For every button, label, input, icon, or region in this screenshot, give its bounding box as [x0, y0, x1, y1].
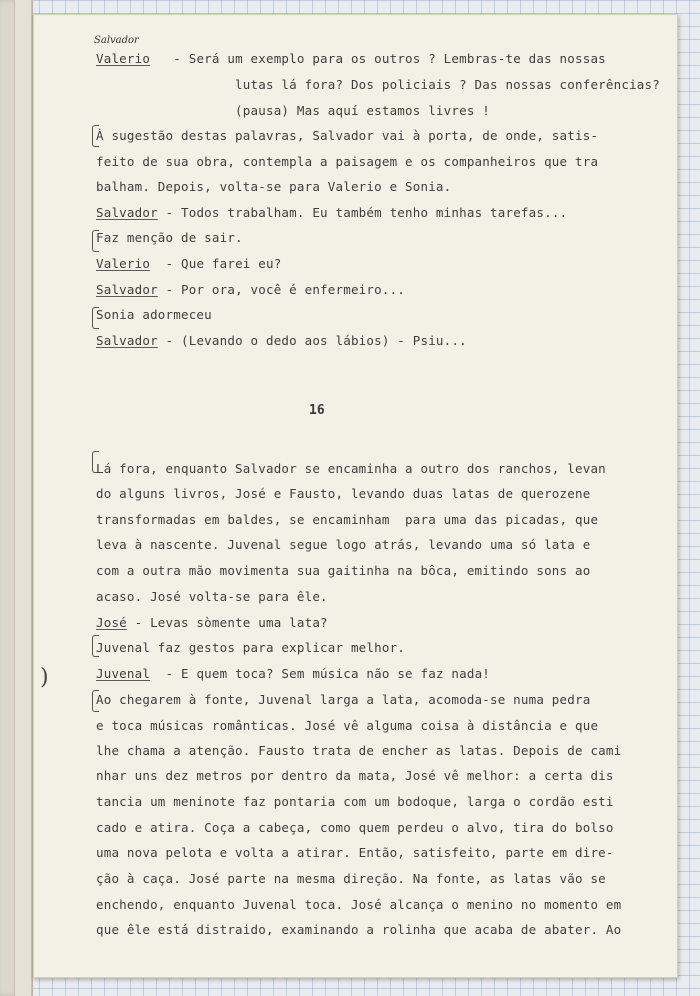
script-line	[96, 718, 598, 734]
script-line	[96, 768, 614, 784]
binder-strip	[0, 0, 33, 996]
line-text: - Será um exemplo para os outros ? Lembras-te das nossas	[150, 51, 606, 66]
script-line	[96, 461, 606, 477]
line-text: - (Levando o dedo aos lábios) - Psiu...	[157, 333, 467, 348]
line-text: uma nova pelota e volta a atirar. Então, satisfeito, parte em dire-	[96, 845, 614, 860]
line-text: - Por ora, você é enfermeiro...	[157, 282, 406, 297]
line-text: Ao chegarem à fonte, Juvenal larga a lata, acomoda-se numa pedra	[96, 692, 591, 707]
script-line	[96, 307, 212, 323]
line-text: lutas lá fora? Dos policiais ? Das nossas conferências?	[96, 77, 660, 92]
line-text: leva à nascente. Juvenal segue logo atrás, levando uma só lata e	[96, 537, 591, 552]
typewritten-page	[33, 14, 678, 978]
script-line	[96, 640, 405, 656]
script-line	[96, 692, 590, 708]
line-text: - Levas sòmente uma lata?	[126, 615, 328, 630]
script-line	[96, 563, 590, 579]
line-text: enchendo, enquanto Juvenal toca. José alcança o menino no momento em	[96, 897, 622, 912]
page-number: 16	[309, 403, 325, 418]
margin-paren-mark: )	[40, 665, 49, 690]
script-line	[96, 794, 614, 810]
script-line	[96, 282, 405, 298]
speaker-name: Valerio	[96, 51, 151, 66]
line-text: feito de sua obra, contempla a paisagem e os companheiros que tra	[96, 154, 599, 169]
script-line	[96, 103, 490, 119]
script-line	[96, 333, 467, 349]
script-line	[96, 615, 328, 631]
line-text: balham. Depois, volta-se para Valerio e Sonia.	[96, 179, 452, 194]
line-text: - E quem toca? Sem música não se faz nada!	[150, 666, 491, 681]
line-text: do alguns livros, José e Fausto, levando duas latas de querozene	[96, 486, 591, 501]
line-text: (pausa) Mas aquí estamos livres !	[96, 103, 491, 118]
line-text: - Todos trabalham. Eu também tenho minhas tarefas...	[157, 205, 568, 220]
script-line	[96, 820, 614, 836]
script-line	[96, 77, 660, 93]
speaker-name: Salvador	[96, 333, 158, 348]
line-text: e toca músicas românticas. José vê alguma coisa à distância e que	[96, 718, 599, 733]
binder-edge	[14, 0, 31, 996]
script-line	[96, 922, 621, 938]
line-text: ção à caça. José parte na mesma direção. Na fonte, as latas vão se	[96, 871, 606, 886]
line-text: Juvenal faz gestos para explicar melhor.	[96, 640, 406, 655]
speaker-name: Salvador	[96, 205, 158, 220]
script-line	[96, 128, 598, 144]
script-line	[96, 589, 328, 605]
script-line	[96, 537, 590, 553]
script-line	[96, 871, 606, 887]
script-line	[96, 486, 590, 502]
script-line	[96, 512, 598, 528]
speaker-name: Valerio	[96, 256, 151, 271]
script-line	[96, 743, 621, 759]
line-text: Lá fora, enquanto Salvador se encaminha a outro dos ranchos, levan	[96, 461, 606, 476]
line-text: cado e atira. Coça a cabeça, como quem perdeu o alvo, tira do bolso	[96, 820, 614, 835]
line-text: Sonia adormeceu	[96, 307, 212, 322]
script-line	[96, 179, 451, 195]
line-text: que êle está distraido, examinando a rolinha que acaba de abater. Ao	[96, 922, 622, 937]
line-text: nhar uns dez metros por dentro da mata, José vê melhor: a certa dis	[96, 768, 614, 783]
line-text: lhe chama a atenção. Fausto trata de encher as latas. Depois de cami	[96, 743, 622, 758]
script-line	[96, 51, 606, 67]
speaker-name: José	[96, 615, 127, 630]
script-line	[96, 256, 281, 272]
script-line	[96, 230, 243, 246]
handwritten-annotation: Salvador	[94, 35, 139, 46]
speaker-name: Salvador	[96, 282, 158, 297]
script-line	[96, 205, 567, 221]
script-line	[96, 897, 621, 913]
line-text: transformadas em baldes, se encaminham para uma das picadas, que	[96, 512, 599, 527]
line-text: - Que farei eu?	[150, 256, 282, 271]
script-line	[96, 154, 598, 170]
line-text: À sugestão destas palavras, Salvador vai à porta, de onde, satis-	[96, 128, 599, 143]
line-text: tancia um meninote faz pontaria com um bodoque, larga o cordão esti	[96, 794, 614, 809]
script-line	[96, 845, 614, 861]
line-text: com a outra mão movimenta sua gaitinha na bôca, emitindo sons ao	[96, 563, 591, 578]
line-text: Faz menção de sair.	[96, 230, 243, 245]
script-line	[96, 666, 490, 682]
line-text: acaso. José volta-se para êle.	[96, 589, 328, 604]
speaker-name: Juvenal	[96, 666, 151, 681]
